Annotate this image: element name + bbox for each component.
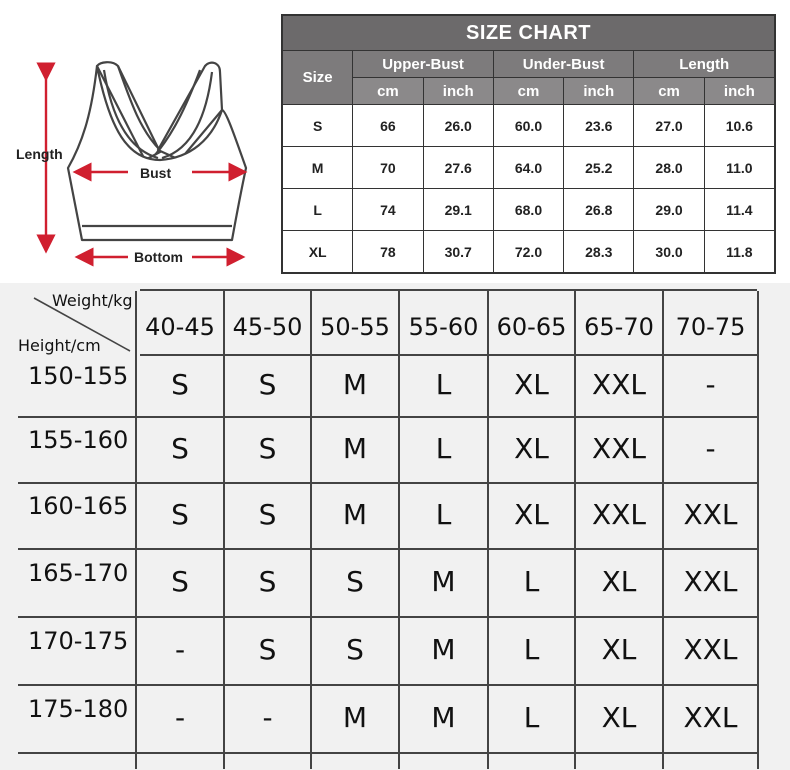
recommended-size-cell: XXL — [592, 432, 646, 465]
height-row-header: 160-165 — [28, 492, 129, 520]
grid-row-divider — [18, 616, 758, 618]
recommended-size-cell: L — [435, 432, 452, 465]
under-bust-header: Under-Bust — [493, 51, 634, 78]
recommended-size-cell: - — [174, 701, 186, 734]
recommended-size-cell: M — [342, 701, 368, 734]
recommended-size-cell: M — [342, 498, 368, 531]
height-row-header: 175-180 — [28, 695, 129, 723]
unit-header: cm — [634, 78, 704, 105]
measurement-cell: 23.6 — [564, 105, 634, 147]
bust-label: Bust — [140, 165, 172, 181]
recommended-size-cell: M — [342, 368, 368, 401]
table-row — [283, 189, 775, 231]
grid-top-border — [140, 289, 757, 291]
grid-row-divider — [140, 354, 757, 356]
recommended-size-cell: XXL — [592, 368, 646, 401]
height-row-header: 150-155 — [28, 362, 129, 390]
measurement-cell: 27.6 — [423, 147, 493, 189]
recommended-size-cell: XXL — [683, 701, 738, 734]
height-row-header: 170-175 — [28, 627, 129, 655]
recommended-size-cell: S — [258, 498, 277, 531]
measurement-cell: 11.8 — [704, 231, 774, 273]
grid-row-divider — [18, 684, 758, 686]
recommended-size-cell: XL — [601, 565, 637, 598]
recommended-size-cell: S — [258, 633, 277, 666]
recommended-size-cell: L — [523, 633, 540, 666]
measurement-cell: 25.2 — [564, 147, 634, 189]
recommended-size-cell: XL — [514, 432, 549, 465]
size-chart-table — [281, 14, 776, 274]
recommended-size-cell: XXL — [683, 633, 738, 666]
weight-column-header: 40-45 — [145, 313, 215, 341]
recommended-size-cell: L — [523, 565, 540, 598]
weight-axis-label: Weight/kg — [52, 291, 133, 310]
height-row-header: 155-160 — [28, 426, 129, 454]
unit-header: inch — [704, 78, 774, 105]
grid-row-divider — [18, 752, 758, 754]
measurement-cell: 74 — [353, 189, 423, 231]
weight-column-header: 60-65 — [496, 313, 567, 341]
recommended-size-cell: S — [171, 368, 189, 401]
recommended-size-cell: S — [258, 432, 277, 465]
height-row-header: 165-170 — [28, 559, 129, 587]
size-cell: L — [283, 189, 353, 231]
recommended-size-cell: XL — [514, 368, 549, 401]
recommended-size-cell: S — [171, 498, 189, 531]
bra-outline — [68, 62, 246, 240]
weight-height-chart — [0, 283, 790, 770]
recommended-size-cell: S — [171, 565, 189, 598]
recommended-size-cell: L — [523, 701, 540, 734]
recommended-size-cell: - — [262, 701, 273, 734]
size-cell: XL — [283, 231, 353, 273]
measurement-cell: 78 — [353, 231, 423, 273]
weight-column-header: 65-70 — [584, 313, 654, 341]
recommended-size-cell: XXL — [683, 565, 738, 598]
recommended-size-cell: S — [346, 565, 364, 598]
measurement-cell: 60.0 — [493, 105, 563, 147]
measurement-cell: 26.8 — [564, 189, 634, 231]
size-cell: S — [283, 105, 353, 147]
recommended-size-cell: L — [435, 368, 452, 401]
unit-header: inch — [423, 78, 493, 105]
recommended-size-cell: XL — [601, 633, 637, 666]
weight-column-header: 50-55 — [320, 313, 390, 341]
measurement-cell: 29.0 — [634, 189, 704, 231]
recommended-size-cell: M — [431, 633, 456, 666]
weight-column-header: 45-50 — [232, 313, 303, 341]
recommended-size-cell: M — [431, 565, 456, 598]
bra-measurement-illustration — [0, 0, 270, 280]
measurement-cell: 10.6 — [704, 105, 774, 147]
recommended-size-cell: - — [705, 368, 716, 401]
unit-header: inch — [564, 78, 634, 105]
measurement-cell: 70 — [353, 147, 423, 189]
unit-header: cm — [353, 78, 423, 105]
recommended-size-cell: S — [258, 565, 277, 598]
measurement-cell: 26.0 — [423, 105, 493, 147]
recommended-size-cell: XL — [601, 701, 637, 734]
length-label: Length — [16, 146, 63, 162]
length-header: Length — [634, 51, 775, 78]
recommended-size-cell: S — [346, 633, 364, 666]
size-chart-title: SIZE CHART — [283, 16, 775, 51]
recommended-size-cell: XXL — [683, 498, 738, 531]
table-row — [283, 105, 775, 147]
measurement-cell: 66 — [353, 105, 423, 147]
measurement-cell: 11.0 — [704, 147, 774, 189]
grid-row-divider — [18, 548, 758, 550]
weight-column-header: 70-75 — [675, 313, 746, 341]
measurement-cell: 30.7 — [423, 231, 493, 273]
grid-row-divider — [18, 416, 758, 418]
measurement-cell: 28.0 — [634, 147, 704, 189]
recommended-size-cell: - — [174, 633, 186, 666]
upper-bust-header: Upper-Bust — [353, 51, 494, 78]
measurement-cell: 11.4 — [704, 189, 774, 231]
recommended-size-cell: XXL — [592, 498, 646, 531]
weight-column-header: 55-60 — [408, 313, 479, 341]
bottom-label: Bottom — [134, 249, 183, 265]
recommended-size-cell: - — [705, 432, 716, 465]
size-cell: M — [283, 147, 353, 189]
measurement-cell: 64.0 — [493, 147, 563, 189]
size-column-header: Size — [283, 51, 353, 105]
measurement-cell: 29.1 — [423, 189, 493, 231]
recommended-size-cell: M — [431, 701, 456, 734]
recommended-size-cell: S — [258, 368, 277, 401]
measurement-cell: 28.3 — [564, 231, 634, 273]
measurement-cell: 27.0 — [634, 105, 704, 147]
recommended-size-cell: XL — [514, 498, 549, 531]
measurement-cell: 68.0 — [493, 189, 563, 231]
table-row — [283, 231, 775, 273]
measurement-cell: 72.0 — [493, 231, 563, 273]
recommended-size-cell: S — [171, 432, 189, 465]
measurement-cell: 30.0 — [634, 231, 704, 273]
recommended-size-cell: M — [342, 432, 368, 465]
height-axis-label: Height/cm — [18, 336, 101, 355]
table-row — [283, 147, 775, 189]
unit-header: cm — [493, 78, 563, 105]
grid-row-divider — [18, 482, 758, 484]
recommended-size-cell: L — [435, 498, 452, 531]
